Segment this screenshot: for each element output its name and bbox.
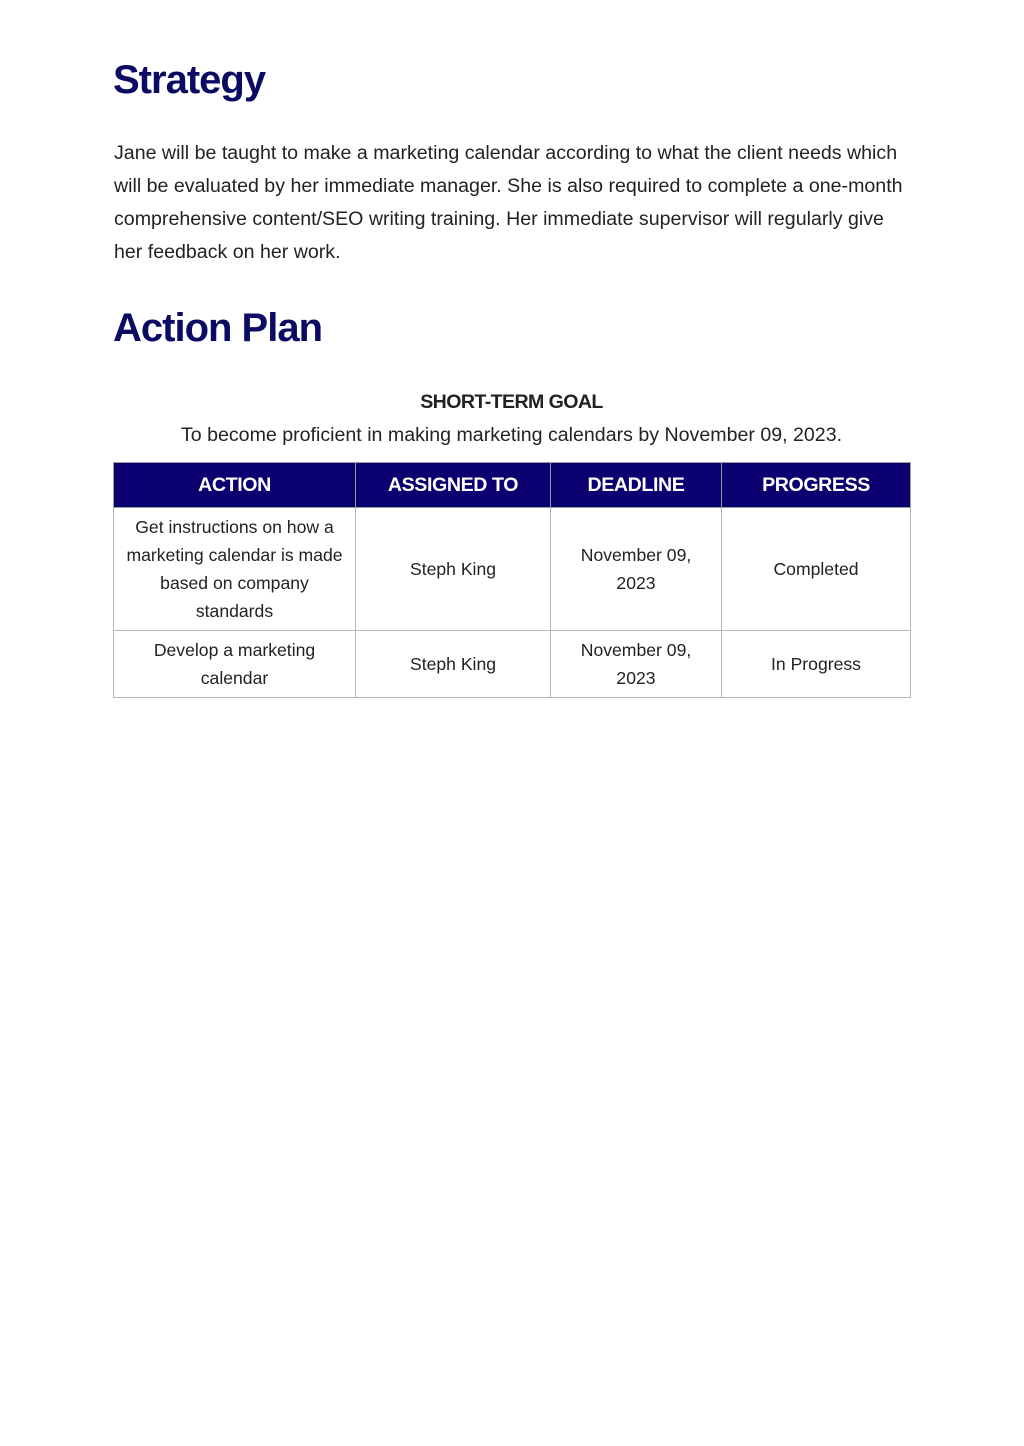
- action-cell: Get instructions on how a marketing calendar is made based on company standards: [114, 508, 356, 631]
- deadline-cell: November 09, 2023: [551, 631, 722, 698]
- progress-cell: Completed: [722, 508, 911, 631]
- table-row: [114, 508, 911, 631]
- column-header-deadline: DEADLINE: [551, 463, 722, 508]
- table-row: [114, 631, 911, 698]
- deadline-cell: November 09, 2023: [551, 508, 722, 631]
- assigned-to-cell: Steph King: [356, 631, 551, 698]
- table-header-row: [114, 463, 911, 508]
- action-plan-table: [113, 462, 911, 698]
- column-header-action: ACTION: [114, 463, 356, 508]
- progress-cell: In Progress: [722, 631, 911, 698]
- column-header-progress: PROGRESS: [722, 463, 911, 508]
- column-header-assigned-to: ASSIGNED TO: [356, 463, 551, 508]
- assigned-to-cell: Steph King: [356, 508, 551, 631]
- strategy-paragraph: Jane will be taught to make a marketing calendar according to what the client needs which will be evaluated by her immediate manager. She is also required to complete a one-month comprehensive content/SEO writing training. Her immediate supervisor will regularly give her feedback on her work.: [114, 142, 903, 263]
- short-term-goal-text: To become proficient in making marketing calendars by November 09, 2023.: [180, 424, 843, 446]
- strategy-heading: Strategy: [113, 58, 266, 102]
- action-plan-heading: Action Plan: [113, 306, 323, 350]
- short-term-goal-label: SHORT-TERM GOAL: [420, 391, 603, 413]
- action-cell: Develop a marketing calendar: [114, 631, 356, 698]
